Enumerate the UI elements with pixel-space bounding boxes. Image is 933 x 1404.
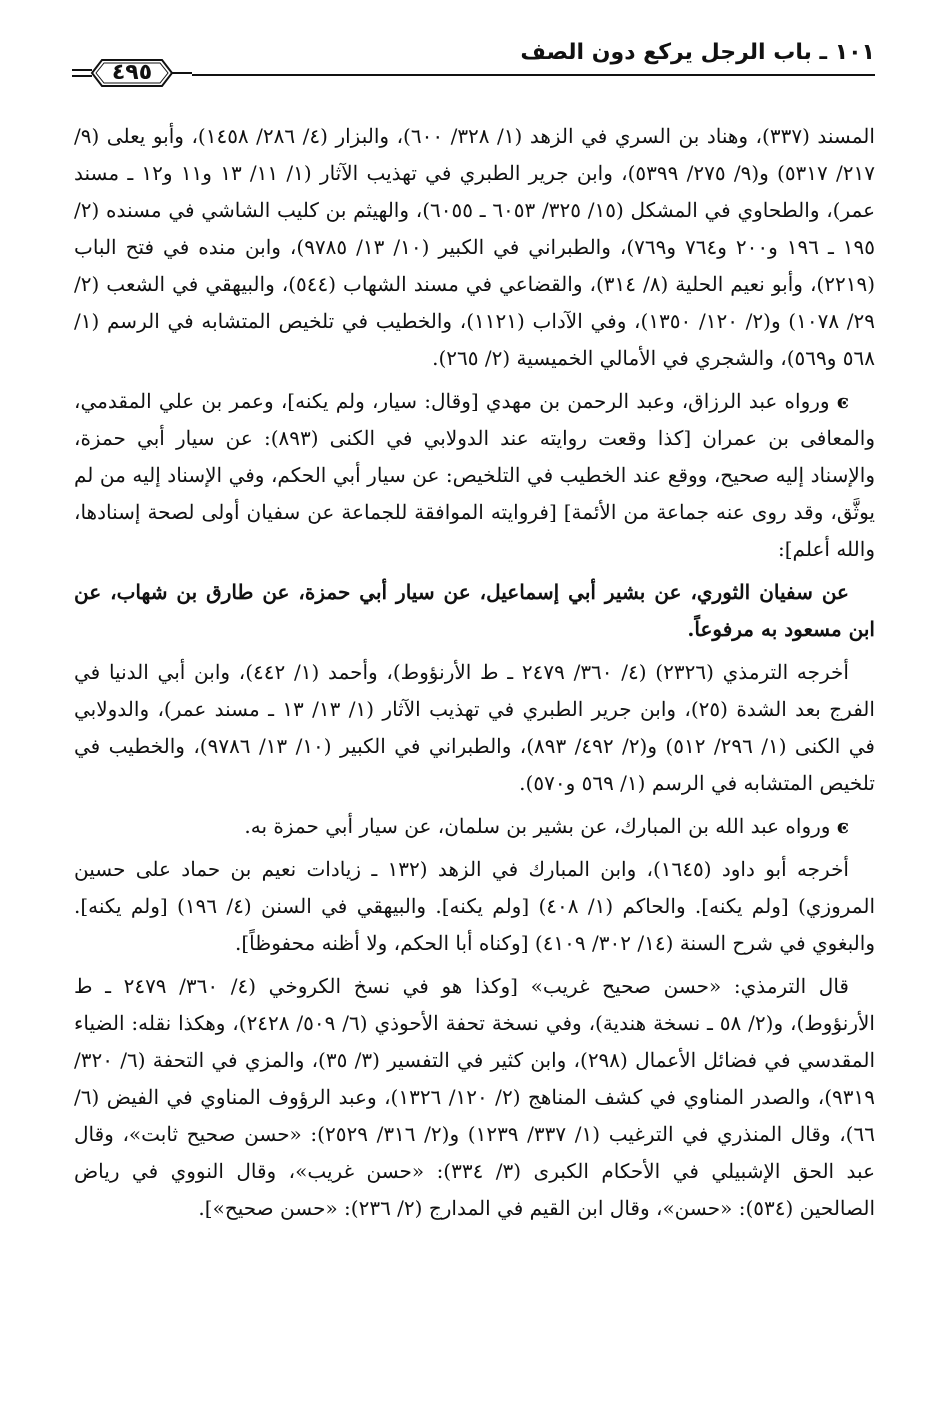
paragraph-text: عن سفيان الثوري، عن بشير أبي إسماعيل، عن سيار أبي حمزة، عن طارق بن شهاب، عن ابن مسعود به مرفوعاً. (74, 580, 875, 641)
chapter-title: ١٠١ ـ باب الرجل يركع دون الصف (520, 40, 875, 65)
bullet-icon: ͼ (836, 389, 849, 413)
page-body (74, 118, 875, 1227)
paragraph-text: ورواه عبد الرزاق، وعبد الرحمن بن مهدي [وقال: سيار، ولم يكنه]، وعمر بن علي المقدمي، والمعافى بن عمران [كذا وقعت روايته عند الدولابي في الكنى (٨٩٣): عن سيار أبي حمزة، والإسناد إليه صحيح، ووقع عند الخطيب في التلخيص: عن سيار أبي الحكم، وفي الإسناد إليه من لم يوثَّق، وقد روى عنه جماعة من الأئمة] [فروايته الموافقة للجماعة عن سفيان أولى لصحة إسنادها، والله أعلم]: (74, 389, 875, 561)
page-number: ٤٩٥ (111, 60, 153, 85)
paragraph-text: المسند (٣٣٧)، وهناد بن السري في الزهد (١/ ٣٢٨/ ٦٠٠)، والبزار (٤/ ٢٨٦/ ١٤٥٨)، وأبو يعلى (٩/ ٢١٧/ ٥٣١٧) و(٩/ ٢٧٥/ ٥٣٩٩)، وابن جرير الطبري في تهذيب الآثار (١/ ١١/ ١٣ و١١ و١٢ ـ مسند عمر)، والطحاوي في المشكل (١٥/ ٣٢٥/ ٦٠٥٣ ـ ٦٠٥٥)، والهيثم بن كليب الشاشي في مسنده (٢/ ١٩٥ ـ ١٩٦ و٢٠٠ و٧٦٤ و٧٦٩)، والطبراني في الكبير (١٠/ ١٣/ ٩٧٨٥)، وابن منده في فتح الباب (٢٢١٩)، وأبو نعيم الحلية (٨/ ٣١٤)، والقضاعي في مسند الشهاب (٥٤٤)، والبيهقي في الشعب (٢/ ٢٩/ ١٠٧٨) و(٢/ ١٢٠/ ١٣٥٠)، وفي الآداب (١١٢١)، والخطيب في تلخيص المتشابه في الرسم (١/ ٥٦٨ و٥٦٩)، والشجري في الأمالي الخميسية (٢/ ٢٦٥). (74, 124, 876, 370)
header-rule (192, 74, 875, 76)
paragraph-3 (74, 574, 875, 648)
paragraph-text: أخرجه أبو داود (١٦٤٥)، وابن المبارك في الزهد (١٣٢ ـ زيادات نعيم بن حماد على حسين المروزي) [ولم يكنه]. والحاكم (١/ ٤٠٨) [ولم يكنه]. والبيهقي في السنن (٤/ ١٩٦) [ولم يكنه]. والبغوي في شرح السنة (١٤/ ٣٠٢/ ٤١٠٩) [وكناه أبا الحكم، ولا أظنه محفوظاً]. (74, 857, 876, 955)
paragraph-text: قال الترمذي: «حسن صحيح غريب» [وكذا هو في نسخ الكروخي (٤/ ٣٦٠/ ٢٤٧٩ ـ ط الأرنؤوط)، و(٢/ ٥٨ ـ نسخة هندية)، وفي نسخة تحفة الأحوذي (٦/ ٥٠٩/ ٢٤٢٨)، وهكذا نقله: الضياء المقدسي في فضائل الأعمال (٢٩٨)، وابن كثير في التفسير (٣/ ٣٥)، والمزي في التحفة (٦/ ٣٢٠/ ٩٣١٩)، والصدر المناوي في كشف المناهج (٢/ ١٢٠/ ١٣٢٦)، وعبد الرؤوف المناوي في الفيض (٦/ ٦٦)، وقال المنذري في الترغيب (١/ ٣٣٧/ ١٢٣٩) و(٢/ ٣١٦/ ٢٥٢٩): «حسن صحيح ثابت»، وقال عبد الحق الإشبيلي في الأحكام الكبرى (٣/ ٣٣٤): «حسن غريب»، وقال النووي في رياض الصالحين (٥٣٤): «حسن»، وقال ابن القيم في المدارج (٢/ ٢٣٦): «حسن صحيح»]. (74, 974, 876, 1220)
paragraph-text: ورواه عبد الله بن المبارك، عن بشير بن سلمان، عن سيار أبي حمزة به. (244, 814, 831, 838)
paragraph-4 (74, 654, 875, 802)
paragraph-2 (74, 383, 875, 568)
page-number-ornament (72, 48, 192, 100)
paragraph-1 (74, 118, 875, 377)
paragraph-5 (74, 808, 875, 845)
paragraph-7 (74, 968, 875, 1227)
paragraph-text: أخرجه الترمذي (٢٣٢٦) (٤/ ٣٦٠/ ٢٤٧٩ ـ ط الأرنؤوط)، وأحمد (١/ ٤٤٢)، وابن أبي الدنيا في الفرج بعد الشدة (٢٥)، وابن جرير الطبري في تهذيب الآثار (١/ ١٣/ ١٣ ـ مسند عمر)، والدولابي في الكنى (١/ ٢٩٦/ ٥١٢) و(٢/ ٤٩٢/ ٨٩٣)، والطبراني في الكبير (١٠/ ١٣/ ٩٧٨٦)، والخطيب في تلخيص المتشابه في الرسم (١/ ٥٦٩ و٥٧٠). (74, 660, 875, 795)
bullet-icon: ͼ (836, 814, 849, 838)
paragraph-6 (74, 851, 875, 962)
page-header (72, 36, 875, 96)
